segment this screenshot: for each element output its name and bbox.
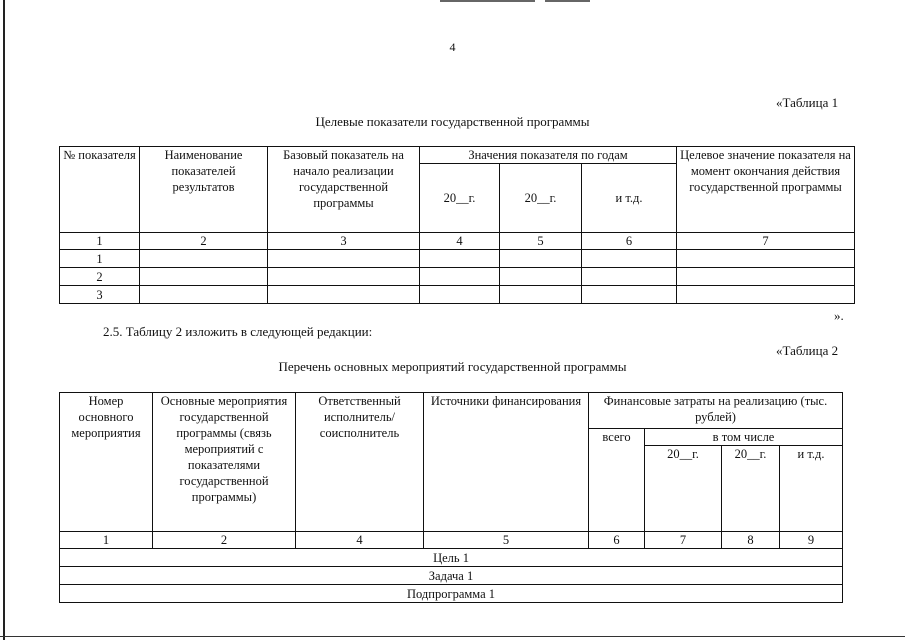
- t1-colnum: 7: [677, 233, 855, 250]
- t1-colnum: 6: [582, 233, 677, 250]
- t2-header-resp: Ответственный исполнитель/ соисполнитель: [296, 393, 424, 532]
- t1-row-number: 2: [60, 268, 140, 286]
- page-number: 4: [449, 40, 456, 54]
- t2-colnum: 6: [589, 532, 645, 549]
- table2: [59, 392, 843, 603]
- t2-colnum: 8: [722, 532, 780, 549]
- page-left-edge: [3, 0, 5, 640]
- table1-label: «Таблица 1: [776, 95, 839, 110]
- t1-cell: [420, 286, 500, 304]
- table2-label: «Таблица 2: [776, 343, 839, 358]
- t2-header-num: Номер основного мероприятия: [60, 393, 153, 532]
- t1-cell: [677, 286, 855, 304]
- t1-header-target: Целевое значение показателя на момент окончания действия государственной программы: [677, 147, 855, 233]
- t1-header-year1: 20__г.: [420, 164, 500, 233]
- t1-cell: [500, 286, 582, 304]
- t2-task-row: Задача 1: [60, 567, 843, 585]
- t1-row-number: 1: [60, 250, 140, 268]
- t2-header-sources: Источники финансирования: [424, 393, 589, 532]
- t1-cell: [582, 268, 677, 286]
- t2-header-fin: Финансовые затраты на реализацию (тыс. рублей): [589, 393, 843, 429]
- t1-colnum: 3: [268, 233, 420, 250]
- t1-cell: [677, 250, 855, 268]
- table-row: [60, 286, 855, 304]
- t1-header-values-by-year: Значения показателя по годам: [420, 147, 677, 164]
- t1-colnum: 1: [60, 233, 140, 250]
- t1-colnum: 2: [140, 233, 268, 250]
- t1-header-num: № показателя: [60, 147, 140, 233]
- t2-header-including: в том числе: [645, 429, 843, 446]
- t1-header-base: Базовый показатель на начало реализации государственной программы: [268, 147, 420, 233]
- t1-cell: [268, 250, 420, 268]
- t1-cell: [140, 286, 268, 304]
- t1-cell: [420, 250, 500, 268]
- t2-colnum: 2: [153, 532, 296, 549]
- t1-cell: [500, 250, 582, 268]
- t1-colnum: 4: [420, 233, 500, 250]
- t1-colnum: 5: [500, 233, 582, 250]
- t2-colnum: 4: [296, 532, 424, 549]
- t1-header-year2: 20__г.: [500, 164, 582, 233]
- table2-title: Перечень основных мероприятий государственной программы: [278, 359, 627, 374]
- t2-colnum: 9: [780, 532, 843, 549]
- table-row: [60, 250, 855, 268]
- page-bottom-line: [0, 636, 905, 637]
- t1-header-etc: и т.д.: [582, 164, 677, 233]
- t1-cell: [268, 286, 420, 304]
- t1-cell: [677, 268, 855, 286]
- t2-header-etc: и т.д.: [780, 446, 843, 532]
- table-row: [60, 268, 855, 286]
- t1-row-number: 3: [60, 286, 140, 304]
- t1-cell: [420, 268, 500, 286]
- t2-goal-row: Цель 1: [60, 549, 843, 567]
- t2-header-year1: 20__г.: [645, 446, 722, 532]
- t1-header-name: Наименование показателей результатов: [140, 147, 268, 233]
- table1-title: Целевые показатели государственной программы: [315, 114, 590, 129]
- t2-subprogram-row: Подпрограмма 1: [60, 585, 843, 603]
- t1-cell: [140, 268, 268, 286]
- t2-colnum: 1: [60, 532, 153, 549]
- t2-header-main: Основные мероприятия государственной программы (связь мероприятий с показателями государственной программы): [153, 393, 296, 532]
- top-scan-mark: [440, 0, 535, 2]
- top-scan-mark: [545, 0, 590, 2]
- t2-header-total: всего: [589, 429, 645, 532]
- paragraph-2-5: 2.5. Таблицу 2 изложить в следующей редакции:: [103, 324, 373, 339]
- table1-closing: ».: [834, 308, 844, 323]
- t2-colnum: 5: [424, 532, 589, 549]
- t1-cell: [268, 268, 420, 286]
- t1-cell: [140, 250, 268, 268]
- t2-colnum: 7: [645, 532, 722, 549]
- t1-cell: [500, 268, 582, 286]
- t1-cell: [582, 250, 677, 268]
- t2-header-year2: 20__г.: [722, 446, 780, 532]
- t1-cell: [582, 286, 677, 304]
- table1: [59, 146, 855, 304]
